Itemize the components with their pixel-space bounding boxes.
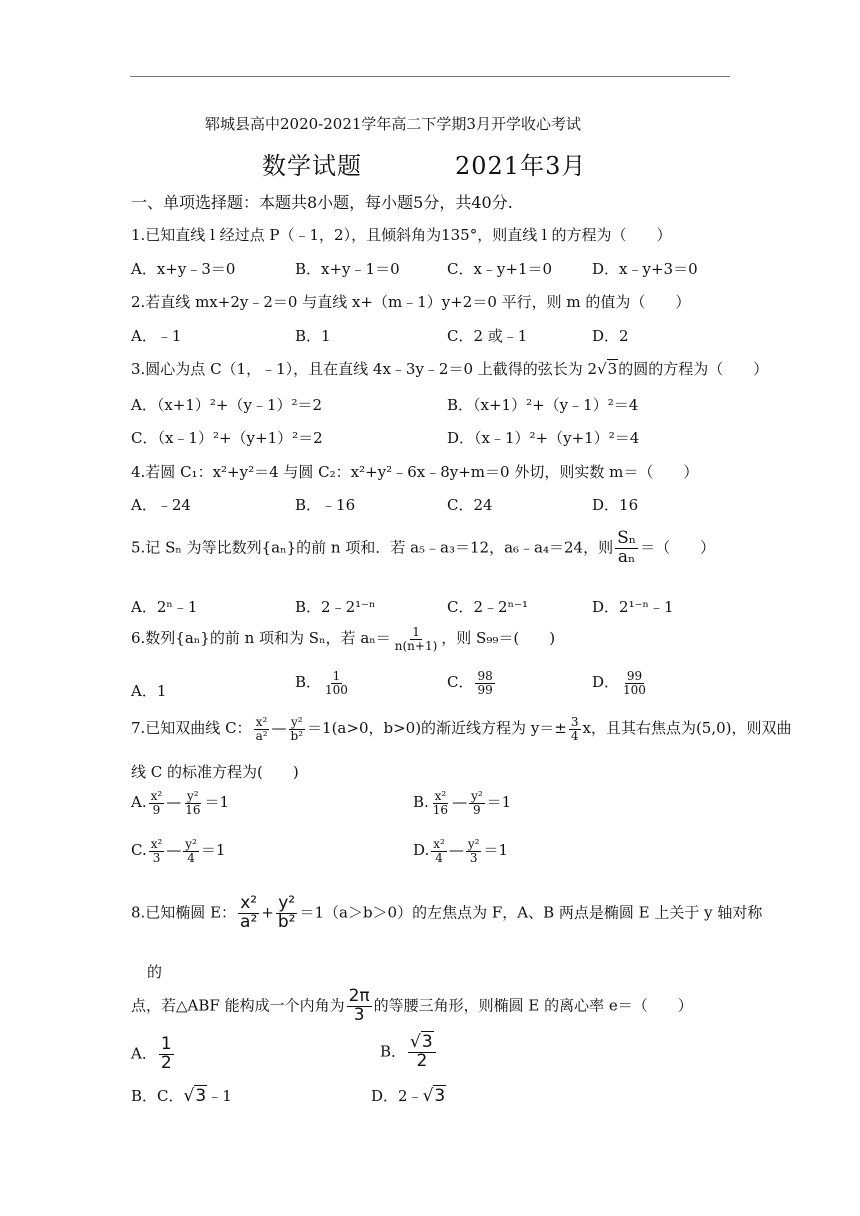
q7-option-c-x-denominator: 3 xyxy=(152,850,161,865)
q4-option-a[interactable]: A．﹣24 xyxy=(131,496,191,514)
exam-date: 2021年3月 xyxy=(455,152,587,180)
q8-fraction-angle-numerator: 2π xyxy=(348,986,370,1006)
q6-option-c-denominator: 99 xyxy=(477,682,493,697)
q6-stem-part-b: ，则 S₉₉＝( ) xyxy=(441,629,556,648)
q7-option-d-fraction-y xyxy=(466,838,482,864)
q8-option-a-label: A． xyxy=(131,1044,157,1063)
q7-option-b-x-denominator: 16 xyxy=(432,802,449,817)
q8-stem-part-e: 的等腰三角形，则椭圆 E 的离心率 e＝（ ） xyxy=(373,996,693,1015)
q6-fraction-numerator: 1 xyxy=(412,625,420,639)
q8-fraction-y-numerator: y² xyxy=(278,893,296,913)
q7-stem-part-c: x，且其右焦点为(5,0)，则双曲 xyxy=(582,719,792,738)
q5-stem-part-b: ＝（ ） xyxy=(640,538,716,557)
q2-option-c[interactable]: C．2 或﹣1 xyxy=(447,327,528,345)
q7-option-c[interactable] xyxy=(131,838,225,864)
q8-option-d-label: D．2﹣ xyxy=(371,1087,423,1105)
q8-stem-part-a: 8.已知椭圆 E： xyxy=(131,903,237,922)
q8-option-b[interactable] xyxy=(380,1034,438,1071)
q8-fraction-x-numerator: x² xyxy=(240,893,258,913)
q6-option-b[interactable] xyxy=(295,670,352,696)
q5-fraction xyxy=(615,530,638,567)
question-2-stem: 2.若直线 mx+2y﹣2＝0 与直线 x+（m﹣1）y+2＝0 平行，则 m 的值为（ ） xyxy=(131,293,691,311)
q7-fraction-x-denominator: a² xyxy=(255,728,268,743)
q7-option-d[interactable] xyxy=(413,838,508,864)
q7-fraction-y-denominator: b² xyxy=(290,728,304,743)
question-6-stem xyxy=(131,626,555,652)
q6-option-c-fraction xyxy=(475,670,494,696)
question-5-stem xyxy=(131,530,715,567)
q7-option-d-label: D. xyxy=(413,841,430,860)
q6-option-d-label: D． xyxy=(592,673,620,692)
q6-option-b-numerator: 1 xyxy=(332,669,341,683)
q6-option-d-fraction xyxy=(621,670,648,696)
q7-option-c-y-numerator: y² xyxy=(185,837,197,851)
q7-option-b-minus: — xyxy=(452,793,468,812)
q6-option-d-denominator: 100 xyxy=(623,682,646,697)
q5-option-a[interactable]: A．2ⁿ﹣1 xyxy=(131,598,198,616)
q5-option-d[interactable]: D．2¹⁻ⁿ﹣1 xyxy=(592,598,674,616)
q8-fraction-x xyxy=(238,895,259,932)
q7-option-d-fraction-x xyxy=(431,838,447,864)
q7-option-b[interactable] xyxy=(413,790,511,816)
q7-option-a-fraction-y xyxy=(183,790,202,816)
q8-fraction-x-denominator: a² xyxy=(240,911,258,932)
q4-option-c[interactable]: C．24 xyxy=(447,496,493,514)
q8-option-a-denominator: 2 xyxy=(160,1052,172,1073)
q7-option-a-x-numerator: x² xyxy=(150,789,163,803)
q8-option-b-sqrt: √3 xyxy=(410,1032,433,1052)
q7-fraction-slope-numerator: 3 xyxy=(570,715,579,729)
q7-option-d-x-denominator: 4 xyxy=(435,850,443,865)
q7-option-c-tail: ＝1 xyxy=(200,841,226,860)
q3-stem-part-a: 3.圆心为点 C（1，﹣1），且在直线 4x﹣3y﹣2＝0 上截得的弦长为 2 xyxy=(131,360,598,378)
q2-option-a[interactable]: A．﹣1 xyxy=(131,327,182,345)
question-8-stem-line3 xyxy=(131,988,693,1025)
q7-option-b-y-numerator: y² xyxy=(471,789,483,803)
q8-plus: + xyxy=(261,903,274,922)
q7-option-c-minus: — xyxy=(166,841,182,860)
q7-option-d-tail: ＝1 xyxy=(483,841,508,860)
q8-option-b-fraction xyxy=(408,1034,436,1071)
q6-option-c-label: C． xyxy=(447,673,474,692)
q7-option-c-label: C. xyxy=(131,841,147,860)
q1-option-b[interactable]: B．x+y﹣1＝0 xyxy=(295,260,400,278)
q8-fraction-angle-denominator: 3 xyxy=(353,1004,365,1025)
q6-option-b-fraction xyxy=(323,670,350,696)
q7-option-a-tail: ＝1 xyxy=(204,793,230,812)
q6-option-a[interactable]: A．1 xyxy=(131,682,167,700)
q5-stem-part-a: 5.记 Sₙ 为等比数列{aₙ}的前 n 项和．若 a₅﹣a₃＝12，a₆﹣a₄＝24，则 xyxy=(131,538,614,557)
q6-option-c[interactable] xyxy=(447,670,497,696)
header-rule xyxy=(130,76,730,77)
q3-option-c[interactable]: C．（x﹣1）²+（y+1）²＝2 xyxy=(131,429,323,447)
q8-stem-part-d: 点，若△ABF 能构成一个内角为 xyxy=(131,996,345,1015)
q3-option-b[interactable]: B．（x+1）²+（y﹣1）²＝4 xyxy=(447,396,639,414)
q7-option-b-x-numerator: x² xyxy=(434,789,447,803)
q6-stem-part-a: 6.数列{aₙ}的前 n 项和为 Sₙ，若 aₙ＝ xyxy=(131,629,391,648)
q7-stem-part-a: 7.已知双曲线 C： xyxy=(131,719,252,738)
q7-option-b-fraction-x xyxy=(431,790,450,816)
q6-option-b-denominator: 100 xyxy=(325,682,348,697)
q3-sqrt: √3 xyxy=(597,360,618,378)
q2-option-d[interactable]: D．2 xyxy=(592,327,629,345)
q7-fraction-slope-denominator: 4 xyxy=(570,728,579,743)
q5-option-b[interactable]: B．2﹣2¹⁻ⁿ xyxy=(295,598,376,616)
q6-fraction xyxy=(393,626,440,652)
q8-fraction-angle xyxy=(347,988,372,1025)
q7-minus: — xyxy=(271,719,287,738)
q7-option-c-y-denominator: 4 xyxy=(187,850,195,865)
q7-option-a-x-denominator: 9 xyxy=(152,802,161,817)
q7-fraction-x-numerator: x² xyxy=(255,715,268,729)
q3-option-d[interactable]: D．（x﹣1）²+（y+1）²＝4 xyxy=(447,429,640,447)
q2-option-b[interactable]: B．1 xyxy=(295,327,331,345)
q8-option-b-label: B． xyxy=(380,1042,407,1061)
q8-option-b-radicand: 3 xyxy=(421,1032,433,1052)
q6-option-c-numerator: 98 xyxy=(477,669,493,683)
q6-option-b-label: B． xyxy=(295,673,322,692)
q8-option-c-sqrt: √3 xyxy=(183,1086,207,1106)
q7-fraction-slope xyxy=(569,716,581,742)
q5-option-c[interactable]: C．2﹣2ⁿ⁻¹ xyxy=(447,598,528,616)
q8-option-c-label: B．C． xyxy=(131,1087,184,1105)
q1-option-a[interactable]: A．x+y﹣3＝0 xyxy=(131,260,236,278)
q7-option-d-y-denominator: 3 xyxy=(469,850,478,865)
q8-option-b-denominator: 2 xyxy=(416,1050,428,1071)
question-7-stem xyxy=(131,716,792,742)
q7-option-d-minus: — xyxy=(448,841,464,860)
question-8-stem xyxy=(131,895,762,932)
q7-option-b-tail: ＝1 xyxy=(486,793,512,812)
q6-option-d-numerator: 99 xyxy=(626,669,643,683)
q8-stem-part-b: ＝1（a＞b＞0）的左焦点为 F，A、B 两点是椭圆 E 上关于 y 轴对称 xyxy=(299,903,763,922)
q6-option-d[interactable] xyxy=(592,670,650,696)
q7-option-d-y-numerator: y² xyxy=(467,837,480,851)
q6-fraction-denominator: n(n+1) xyxy=(394,638,438,653)
exam-subtitle: 郓城县高中2020-2021学年高二下学期3月开学收心考试 xyxy=(205,115,581,133)
q8-option-a-numerator: 1 xyxy=(160,1034,172,1054)
q5-fraction-denominator: aₙ xyxy=(617,546,636,567)
q5-fraction-numerator: Sₙ xyxy=(617,528,637,548)
q3-stem-part-b: 的圆的方程为（ ） xyxy=(618,360,769,378)
q7-option-c-fraction-y xyxy=(183,838,199,864)
q8-option-c[interactable] xyxy=(131,1085,232,1106)
q8-option-a-fraction xyxy=(159,1036,174,1073)
q7-option-d-x-numerator: x² xyxy=(433,837,445,851)
q8-option-c-radicand: 3 xyxy=(195,1086,207,1106)
q8-option-d[interactable] xyxy=(371,1085,446,1106)
question-8-stem-line2: 的 xyxy=(147,963,163,981)
q4-option-b[interactable]: B．﹣16 xyxy=(295,496,356,514)
q8-option-d-radicand: 3 xyxy=(434,1086,446,1106)
section-heading: 一、单项选择题：本题共8小题，每小题5分，共40分. xyxy=(131,193,513,212)
q7-option-a[interactable] xyxy=(131,790,229,816)
q1-option-c[interactable]: C．x﹣y+1＝0 xyxy=(447,260,553,278)
q3-option-a[interactable]: A．（x+1）²+（y﹣1）²＝2 xyxy=(131,396,323,414)
q8-option-c-tail: ﹣1 xyxy=(207,1087,232,1105)
q7-option-a-minus: — xyxy=(166,793,182,812)
question-3-stem xyxy=(131,358,768,379)
q8-option-a[interactable] xyxy=(131,1036,176,1073)
question-7-stem-line2: 线 C 的标准方程为( ) xyxy=(131,763,299,781)
exam-title: 数学试题 xyxy=(262,152,362,180)
q3-sqrt-radicand: 3 xyxy=(607,360,618,378)
q4-option-d[interactable]: D．16 xyxy=(592,496,639,514)
q8-fraction-y xyxy=(276,895,298,932)
q7-option-c-x-numerator: x² xyxy=(150,837,163,851)
q8-option-d-sqrt: √3 xyxy=(422,1086,446,1106)
q7-fraction-y-numerator: y² xyxy=(290,715,303,729)
q7-option-b-y-denominator: 9 xyxy=(473,802,481,817)
q7-option-a-y-numerator: y² xyxy=(187,789,199,803)
q7-stem-part-b: ＝1(a>0，b>0)的渐近线方程为 y＝± xyxy=(307,719,567,738)
q7-option-a-y-denominator: 16 xyxy=(185,802,201,817)
q7-fraction-x xyxy=(254,716,270,742)
question-4-stem: 4.若圆 C₁：x²+y²＝4 与圆 C₂：x²+y²﹣6x﹣8y+m＝0 外切，则实数 m＝（ ） xyxy=(131,463,699,481)
question-1-stem: 1.已知直线 l 经过点 P（﹣1，2），且倾斜角为135°，则直线 l 的方程为（ ） xyxy=(131,226,672,244)
q7-fraction-y xyxy=(289,716,306,742)
q7-option-b-fraction-y xyxy=(469,790,485,816)
q7-option-c-fraction-x xyxy=(149,838,165,864)
q7-option-a-fraction-x xyxy=(149,790,165,816)
q7-option-b-label: B. xyxy=(413,793,429,812)
q8-fraction-y-denominator: b² xyxy=(277,911,296,932)
q1-option-d[interactable]: D．x﹣y+3＝0 xyxy=(592,260,698,278)
q7-option-a-label: A. xyxy=(131,793,147,812)
